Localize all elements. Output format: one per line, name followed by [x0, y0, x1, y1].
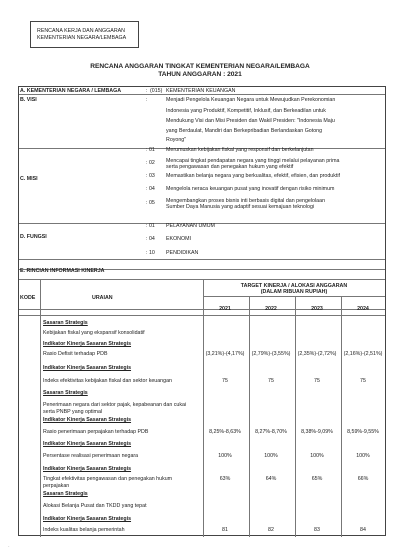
- col-header-target: TARGET KINERJA / ALOKASI ANGGARAN: [240, 283, 348, 289]
- visi-line: Indonesia yang Produktif, Kompetitif, Inklusif, dan Berkeadilan untuk: [166, 108, 326, 114]
- row-value-2021: 63%: [219, 476, 231, 482]
- col-header-target-unit: (DALAM RIBUAN RUPIAH): [260, 289, 328, 295]
- col-header-kode: KODE: [20, 295, 36, 301]
- section-a-label: A. KEMENTERIAN NEGARA / LEMBAGA: [20, 88, 122, 94]
- fungsi-text: EKONOMI: [166, 236, 192, 242]
- row-heading: Indikator Kinerja Sasaran Strategis: [43, 365, 132, 371]
- misi-num: : 04: [146, 186, 155, 192]
- col-header-year: 2021: [219, 306, 231, 312]
- fungsi-text: PENDIDIKAN: [166, 250, 199, 256]
- row-value-2023: (2,35%)-(2,72%): [297, 351, 337, 357]
- misi-num: : 01: [146, 147, 155, 153]
- row-value-2024: (2,16%)-(2,51%): [343, 351, 383, 357]
- row-value-2021: 81: [222, 527, 228, 533]
- row-value-2021: 75: [222, 378, 228, 384]
- row-value-2023: 8,38%-9,09%: [301, 429, 333, 435]
- col-divider: [203, 279, 204, 537]
- row-value-2022: (2,79%)-(3,55%): [251, 351, 291, 357]
- col-header-year: 2022: [265, 306, 277, 312]
- row-description: Kebijakan fiskal yang ekspansif konsolidatif: [43, 330, 145, 336]
- row-value-2023: 75: [314, 378, 320, 384]
- row-value-2024: 100%: [356, 453, 370, 459]
- section-a-sep: :: [146, 88, 148, 94]
- row-heading: Sasaran Strategis: [43, 390, 88, 396]
- row-heading: Sasaran Strategis: [43, 491, 88, 497]
- row-heading: Indikator Kinerja Sasaran Strategis: [43, 516, 132, 522]
- misi-num: : 03: [146, 173, 155, 179]
- fungsi-num: : 10: [146, 250, 155, 256]
- document-subtitle: TAHUN ANGGARAN : 2021: [158, 71, 242, 78]
- table-header-top-rule: [19, 279, 385, 280]
- row-value-2021: (3,21%)-(4,17%): [205, 351, 245, 357]
- row-description: Penerimaan negara dari sektor pajak, kepabeanan dan cukai serta PNBP yang optimal: [43, 402, 187, 415]
- row-value-2024: 84: [360, 527, 366, 533]
- fungsi-num: : 01: [146, 223, 155, 229]
- col-header-year: 2024: [357, 306, 369, 312]
- misi-text: Sumber Daya Manusia yang adaptif sesuai kemajuan teknologi: [166, 204, 315, 210]
- section-a-value: KEMENTERIAN KEUANGAN: [166, 88, 236, 94]
- row-value-2023: 100%: [310, 453, 324, 459]
- row-description: Rasio Defisit terhadap PDB: [43, 351, 108, 357]
- row-description: Rasio penerimaan perpajakan terhadap PDB: [43, 429, 149, 435]
- header-box-line1: RENCANA KERJA DAN ANGGARAN: [37, 28, 126, 34]
- fungsi-num: : 04: [146, 236, 155, 242]
- row-description: Persentase realisasi penerimaan negara: [43, 453, 139, 459]
- misi-num: : 05: [146, 200, 155, 206]
- row-value-2023: 65%: [311, 476, 323, 482]
- section-d-label: D. FUNGSI: [20, 234, 47, 240]
- row-value-2023: 83: [314, 527, 320, 533]
- visi-line: yang Berdaulat, Mandiri dan Berkepribadian Berlandaskan Gotong: [166, 128, 323, 134]
- row-description: Alokasi Belanja Pusat dan TKDD yang tepat: [43, 503, 147, 509]
- row-description: Indeks efektivitas kebijakan fiskal dan sektor keuangan: [43, 378, 172, 384]
- misi-num: : 02: [146, 160, 155, 166]
- years-rule: [203, 296, 385, 297]
- col-header-uraian: URAIAN: [92, 295, 113, 301]
- header-box-line2: KEMENTERIAN NEGARA/LEMBAGA: [37, 35, 127, 41]
- visi-line: Menjadi Pengelola Keuangan Negara untuk Mewujudkan Perekonomian: [166, 97, 336, 103]
- misi-text: Memastikan belanja negara yang berkualitas, efektif, efisien, dan produktif: [166, 173, 341, 179]
- col-divider: [40, 279, 41, 537]
- section-b-sep: :: [146, 97, 148, 103]
- header-box: [30, 21, 139, 48]
- row-value-2024: 8,59%-9,55%: [347, 429, 379, 435]
- col-header-year: 2023: [311, 306, 323, 312]
- misi-text: Merumuskan kebijakan fiskal yang responsif dan berkelanjutan: [166, 147, 314, 153]
- row-value-2022: 64%: [265, 476, 277, 482]
- row-value-2024: 66%: [357, 476, 369, 482]
- row-value-2024: 75: [360, 378, 366, 384]
- misi-text: serta pengawasan dan penegakan hukum yang efektif: [166, 164, 294, 170]
- misi-text: Mencapai tingkat pendapatan negara yang tinggi melalui pelayanan prima: [166, 158, 340, 164]
- fungsi-text: PELAYANAN UMUM: [166, 223, 215, 229]
- page-footer-mark: ·: [8, 544, 10, 550]
- row-heading: Indikator Kinerja Sasaran Strategis: [43, 417, 132, 423]
- row-description: Indeks kualitas belanja pemerintah: [43, 527, 125, 533]
- row-heading: Sasaran Strategis: [43, 320, 88, 326]
- row-value-2022: 82: [268, 527, 274, 533]
- section-b-label: B. VISI: [20, 97, 37, 103]
- section-a-code: (015): [150, 88, 163, 94]
- row-heading: Indikator Kinerja Sasaran Strategis: [43, 341, 132, 347]
- row-description: Tingkat efektivitas pengawasan dan penegakan hukum perpajakan: [43, 476, 173, 489]
- rule: [19, 259, 385, 260]
- row-value-2022: 100%: [264, 453, 278, 459]
- rule: [19, 315, 385, 316]
- document-title: RENCANA ANGGARAN TINGKAT KEMENTERIAN NEGARA/LEMBAGA: [90, 63, 310, 70]
- col-divider: [341, 296, 342, 537]
- visi-line: Mendukung Visi dan Misi Presiden dan Wakil Presiden: "Indonesia Maju: [166, 118, 335, 124]
- visi-line: Royong": [166, 137, 187, 143]
- row-value-2021: 8,25%-8,63%: [209, 429, 241, 435]
- row-heading: Indikator Kinerja Sasaran Strategis: [43, 466, 132, 472]
- row-value-2022: 8,27%-8,70%: [255, 429, 287, 435]
- row-heading: Indikator Kinerja Sasaran Strategis: [43, 441, 132, 447]
- col-divider: [295, 296, 296, 537]
- row-value-2021: 100%: [218, 453, 232, 459]
- row-value-2022: 75: [268, 378, 274, 384]
- section-c-label: C. MISI: [20, 176, 38, 182]
- col-divider: [249, 296, 250, 537]
- misi-text: Mengembangkan proses bisnis inti berbasis digital dan pengelolaan: [166, 198, 326, 204]
- section-e-label: E. RINCIAN INFORMASI KINERJA: [20, 268, 105, 274]
- misi-text: Mengelola neraca keuangan pusat yang inovatif dengan risiko minimum: [166, 186, 335, 192]
